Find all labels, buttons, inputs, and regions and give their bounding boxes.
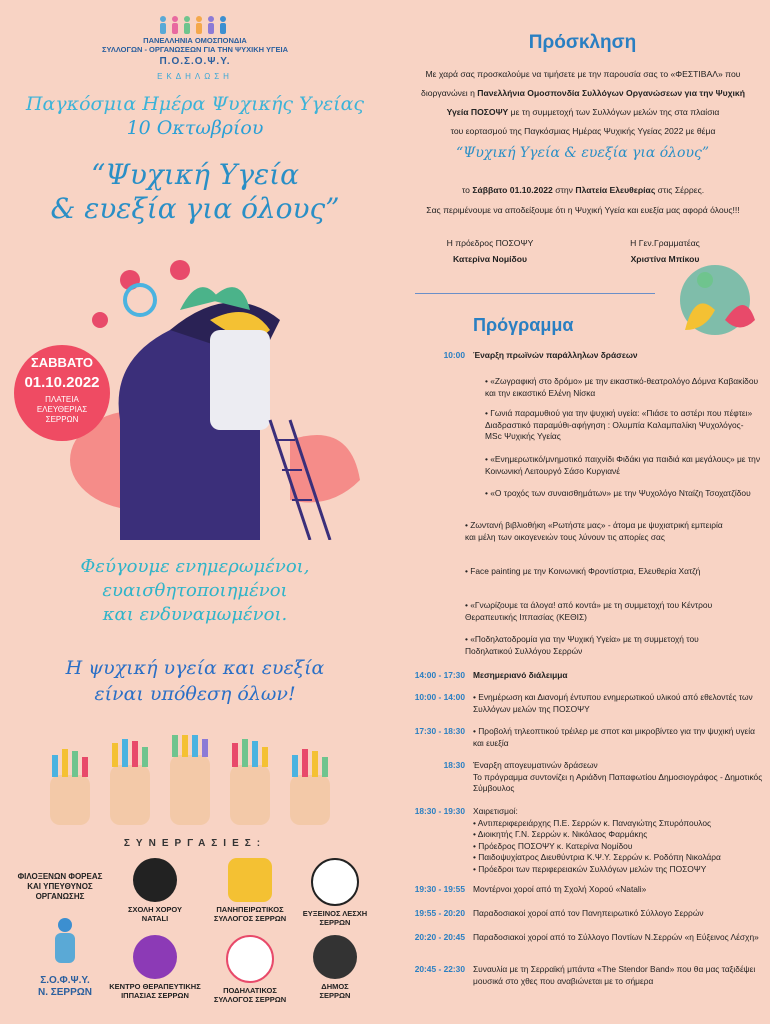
invitation-line-1: Με χαρά σας προσκαλούμε να τιμήσετε με την παρουσία σας το «ΦΕΣΤΙΒΑΛ» που	[425, 69, 741, 79]
invitation-title: Πρόσκληση	[528, 32, 637, 53]
invitation-closing: Σας περιμένουμε να αποδείξουμε ότι η Ψυχική Υγεία και ευεξία μας αφορά όλους!!!	[426, 205, 740, 215]
program-text: Συναυλία με τη Σερραϊκή μπάντα «The Stendor Band» που θα μας ταξιδέψει μουσικά στο χθες που αναβιώνεται με το σήμερα	[473, 964, 756, 986]
right-column	[395, 0, 770, 1024]
program-time: 14:00 - 17:30	[414, 670, 465, 680]
painted-hands-illustration	[30, 735, 350, 825]
org-abbr: Π.Ο.Σ.Ο.Ψ.Υ.	[159, 56, 231, 67]
program-title: Πρόγραμμα	[473, 315, 574, 335]
invitation-line-3	[403, 103, 763, 122]
program-text: • «Ενημερωτικό/μνημοτικό παιχνίδι Φιδάκι για παιδιά και μεγάλους» με την Κοινωνική Λειτουργό Σάσο Κυργιανέ	[485, 454, 761, 476]
program-time: 20:45 - 22:30	[414, 964, 465, 974]
program-text: • «Ποδηλατοδρομία για την Ψυχική Υγεία» με τη συμμετοχή του Ποδηλατικού Συλλόγου Σερρών	[465, 634, 699, 656]
hippotherapy-logo-icon	[133, 935, 177, 979]
host-label: ΦΙΛΟΞΕΝΩΝ ΦΟΡΕΑΣ ΚΑΙ ΥΠΕΥΘΥΝΟΣ ΟΡΓΑΝΩΣΗΣ	[17, 872, 103, 901]
program-time: 18:30	[443, 760, 465, 770]
program-time: 19:55 - 20:20	[414, 908, 465, 918]
program-text: Έναρξη πρωϊνών παράλληλων δράσεων	[473, 350, 638, 360]
sofy-label: Σ.Ο.Φ.Ψ.Υ. Ν. ΣΕΡΡΩΝ	[37, 975, 93, 998]
secondary-slogan-line-3: και ενδυναμωμένοι.	[102, 604, 288, 625]
program-text: Παραδοσιακοί χοροί από το Σύλλογο Ποντίων Ν.Σερρών «η Εύξεινος Λέσχη»	[473, 932, 759, 942]
org-full-name: Πανελλήνια Ομοσπονδία Συλλόγων Οργανώσεων για την Ψυχική	[477, 88, 745, 98]
invitation-line-2	[403, 84, 763, 103]
program-text: Έναρξη απογευματινών δράσεων Το πρόγραμμα συντονίζει η Αριάδνη Παπαφωτίου Δημοσιογράφος - Δημοτικός Σύμβουλος	[473, 760, 763, 793]
people-logo-icon	[155, 15, 235, 35]
partner-label: ΚΕΝΤΡΟ ΘΕΡΑΠΕΥΤΙΚΗΣ ΙΠΠΑΣΙΑΣ ΣΕΡΡΩΝ	[109, 982, 201, 1000]
program-text: • Face painting με την Κοινωνική Φροντίστρια, Ελευθερία Χατζή	[465, 566, 701, 576]
invitation-text	[403, 65, 763, 141]
signature-role: Η πρόεδρος ΠΟΣΟΨΥ	[446, 238, 534, 248]
flowers-illustration	[665, 250, 765, 350]
day-title-line-1: Παγκόσμια Ημέρα Ψυχικής Υγείας	[25, 93, 365, 115]
main-slogan	[30, 158, 360, 226]
municipality-logo-icon	[313, 935, 357, 979]
program-text: • «Γνωρίζουμε τα άλογα! από κοντά» με τη συμμετοχή του Κέντρου Θεραπευτικής Ιππασίας (ΚΕΘΙΣ)	[465, 600, 713, 622]
program-text: Παραδοσιακοί χοροί από τον Πανηπειρωτικό Σύλλογο Σερρών	[473, 908, 704, 918]
program-text: Μεσημεριανό διάλειμμα	[473, 670, 568, 680]
text: στις Σέρρες.	[655, 185, 705, 195]
program-text: • Ενημέρωση και Διανομή έντυπου ενημερωτικού υλικού από εθελοντές των Συλλόγων μελών της ΠΟΣΟΨΥ	[473, 692, 753, 714]
partner-municipality	[280, 935, 390, 1000]
signature-name: Χριστίνα Μπίκου	[630, 254, 700, 264]
partner-label: ΣΧΟΛΗ ΧΟΡΟΥ NATALI	[127, 905, 183, 923]
partner-label: ΕΥΞΕΙΝΟΣ ΛΕΣΧΗ ΣΕΡΡΩΝ	[302, 909, 368, 927]
badge-day: ΣΑΒΒΑΤΟ	[30, 355, 94, 370]
program-text: • Γωνιά παραμυθιού για την ψυχική υγεία: «Πιάσε το αστέρι που πέφτει» Διαδραστικό παραμύθι-αφήγηση : Ολυμπία Καλαμπαλίκη Ψυχολόγος- MSc Ψυχικής Υγείας	[485, 408, 753, 441]
day-title-line-2: 10 Οκτωβρίου	[126, 117, 264, 139]
event-label: ΕΚΔΗΛΩΣΗ	[157, 72, 233, 81]
date-badge	[14, 345, 110, 441]
partner-natali	[100, 858, 210, 923]
program-text: Μοντέρνοι χοροί από τη Σχολή Χορού «Natali»	[473, 884, 647, 894]
signature-name: Κατερίνα Νομίδου	[453, 254, 527, 264]
invitation-slogan: “Ψυχική Υγεία & ευεξία για όλους”	[455, 145, 709, 161]
text: το	[461, 185, 473, 195]
main-slogan-line-1: “Ψυχική Υγεία	[90, 158, 299, 191]
partner-label: ΠΟΔΗΛΑΤΙΚΟΣ ΣΥΛΛΟΓΟΣ ΣΕΡΡΩΝ	[213, 986, 287, 1004]
secondary-slogan-line-2: ευαισθητοποιημένοι	[102, 580, 288, 601]
invitation-line-4: του εορτασμού της Παγκόσμιας Ημέρας Ψυχικής Υγείας 2022 με θέμα	[450, 126, 716, 136]
secondary-slogan-line-1: Φεύγουμε ενημερωμένοι,	[80, 556, 310, 577]
event-date: Σάββατο 01.10.2022	[472, 185, 553, 195]
natali-logo-icon	[133, 858, 177, 902]
signature-president	[405, 235, 575, 267]
program-text: • Ζωντανή βιβλιοθήκη «Ρωτήστε μας» - άτομα με ψυχιατρική εμπειρία και μέλη των οικογενειών τους λύνουν τις απορίες σας	[465, 520, 723, 542]
text: στην	[552, 185, 576, 195]
org-name: ΠΑΝΕΛΛΗΝΙΑ ΟΜΟΣΠΟΝΔΙΑ ΣΥΛΛΟΓΩΝ - ΟΡΓΑΝΩΣΕΩΝ ΓΙΑ ΤΗΝ ΨΥΧΙΚΗ ΥΓΕΙΑ	[102, 36, 288, 54]
badge-place: ΠΛΑΤΕΙΑ ΕΛΕΥΘΕΡΙΑΣ ΣΕΡΡΩΝ	[36, 395, 88, 424]
epirus-map-icon	[228, 858, 272, 902]
sofy-partner	[25, 915, 105, 999]
program-text: • «Ο τροχός των συναισθημάτων» με την Ψυχολόγο Νταίζη Τσοχατζίδου	[485, 488, 751, 498]
event-place: Πλατεία Ελευθερίας	[575, 185, 656, 195]
program-time: 17:30 - 18:30	[414, 726, 465, 736]
closing-slogan	[20, 655, 370, 707]
program-time: 10:00	[443, 350, 465, 360]
day-title	[20, 92, 370, 140]
partner-efxeinos	[280, 858, 390, 927]
closing-slogan-line-2: είναι υπόθεση όλων!	[94, 683, 296, 705]
partner-label: ΠΑΝΗΠΕΙΡΩΤΙΚΟΣ ΣΥΛΛΟΓΟΣ ΣΕΡΡΩΝ	[213, 905, 287, 923]
program-text: • «Ζωγραφική στο δρόμο» με την εικαστικό-θεατρολόγο Δόμνα Καβακίδου και την εικαστικό Ελένη Νίσκα	[485, 376, 759, 398]
program-time: 20:20 - 20:45	[414, 932, 465, 942]
main-slogan-line-2: & ευεξία για όλους”	[50, 192, 340, 225]
efxeinos-logo-icon	[311, 858, 359, 906]
org-short-name: Υγεία ΠΟΣΟΨΥ	[446, 107, 509, 117]
program-time: 10:00 - 14:00	[414, 692, 465, 702]
program-time: 19:30 - 19:55	[414, 884, 465, 894]
partner-hippotherapy	[100, 935, 210, 1000]
program-text: • Προβολή τηλεοπτικού τρέιλερ με σποτ και μικροβίντεο για την ψυχική υγεία και ευεξία	[473, 726, 755, 748]
badge-date: 01.10.2022	[24, 374, 100, 391]
program-text: Χαιρετισμοί: • Αντιπεριφερειάρχης Π.Ε. Σερρών κ. Παναγιώτης Σπυρόπουλος • Διοικητής Γ.Ν. Σερρών κ. Νικόλαος Φαρμάκης • Πρόεδρος ΠΟΣΟΨΥ κ. Κατερίνα Νομίδου • Παιδοψυχίατρος Διευθύντρια Κ.Ψ.Υ. Σερρών κ. Ροδόπη Νικολάρα • Πρόεδροι των περιφερειακών Συλλόγων μελών της ΠΟΣΟΨΥ	[473, 806, 721, 874]
secondary-slogan	[30, 555, 360, 627]
invitation-details	[403, 180, 763, 220]
sofy-logo-icon	[40, 915, 90, 970]
program-time: 18:30 - 19:30	[414, 806, 465, 816]
text: διοργανώνει η	[421, 88, 478, 98]
signature-role: Η Γεν.Γραμματέας	[630, 238, 700, 248]
text: με τη συμμετοχή των Συλλόγων μελών της στα πλαίσια	[508, 107, 720, 117]
divider	[415, 293, 655, 294]
invitation-date-line	[403, 180, 763, 200]
cooperations-title: ΣΥΝΕΡΓΑΣΙΕΣ:	[123, 838, 267, 849]
partner-label: ΔΗΜΟΣ ΣΕΡΡΩΝ	[319, 982, 351, 1000]
cycling-logo-icon	[226, 935, 274, 983]
closing-slogan-line-1: Η ψυχική υγεία και ευεξία	[65, 657, 325, 679]
